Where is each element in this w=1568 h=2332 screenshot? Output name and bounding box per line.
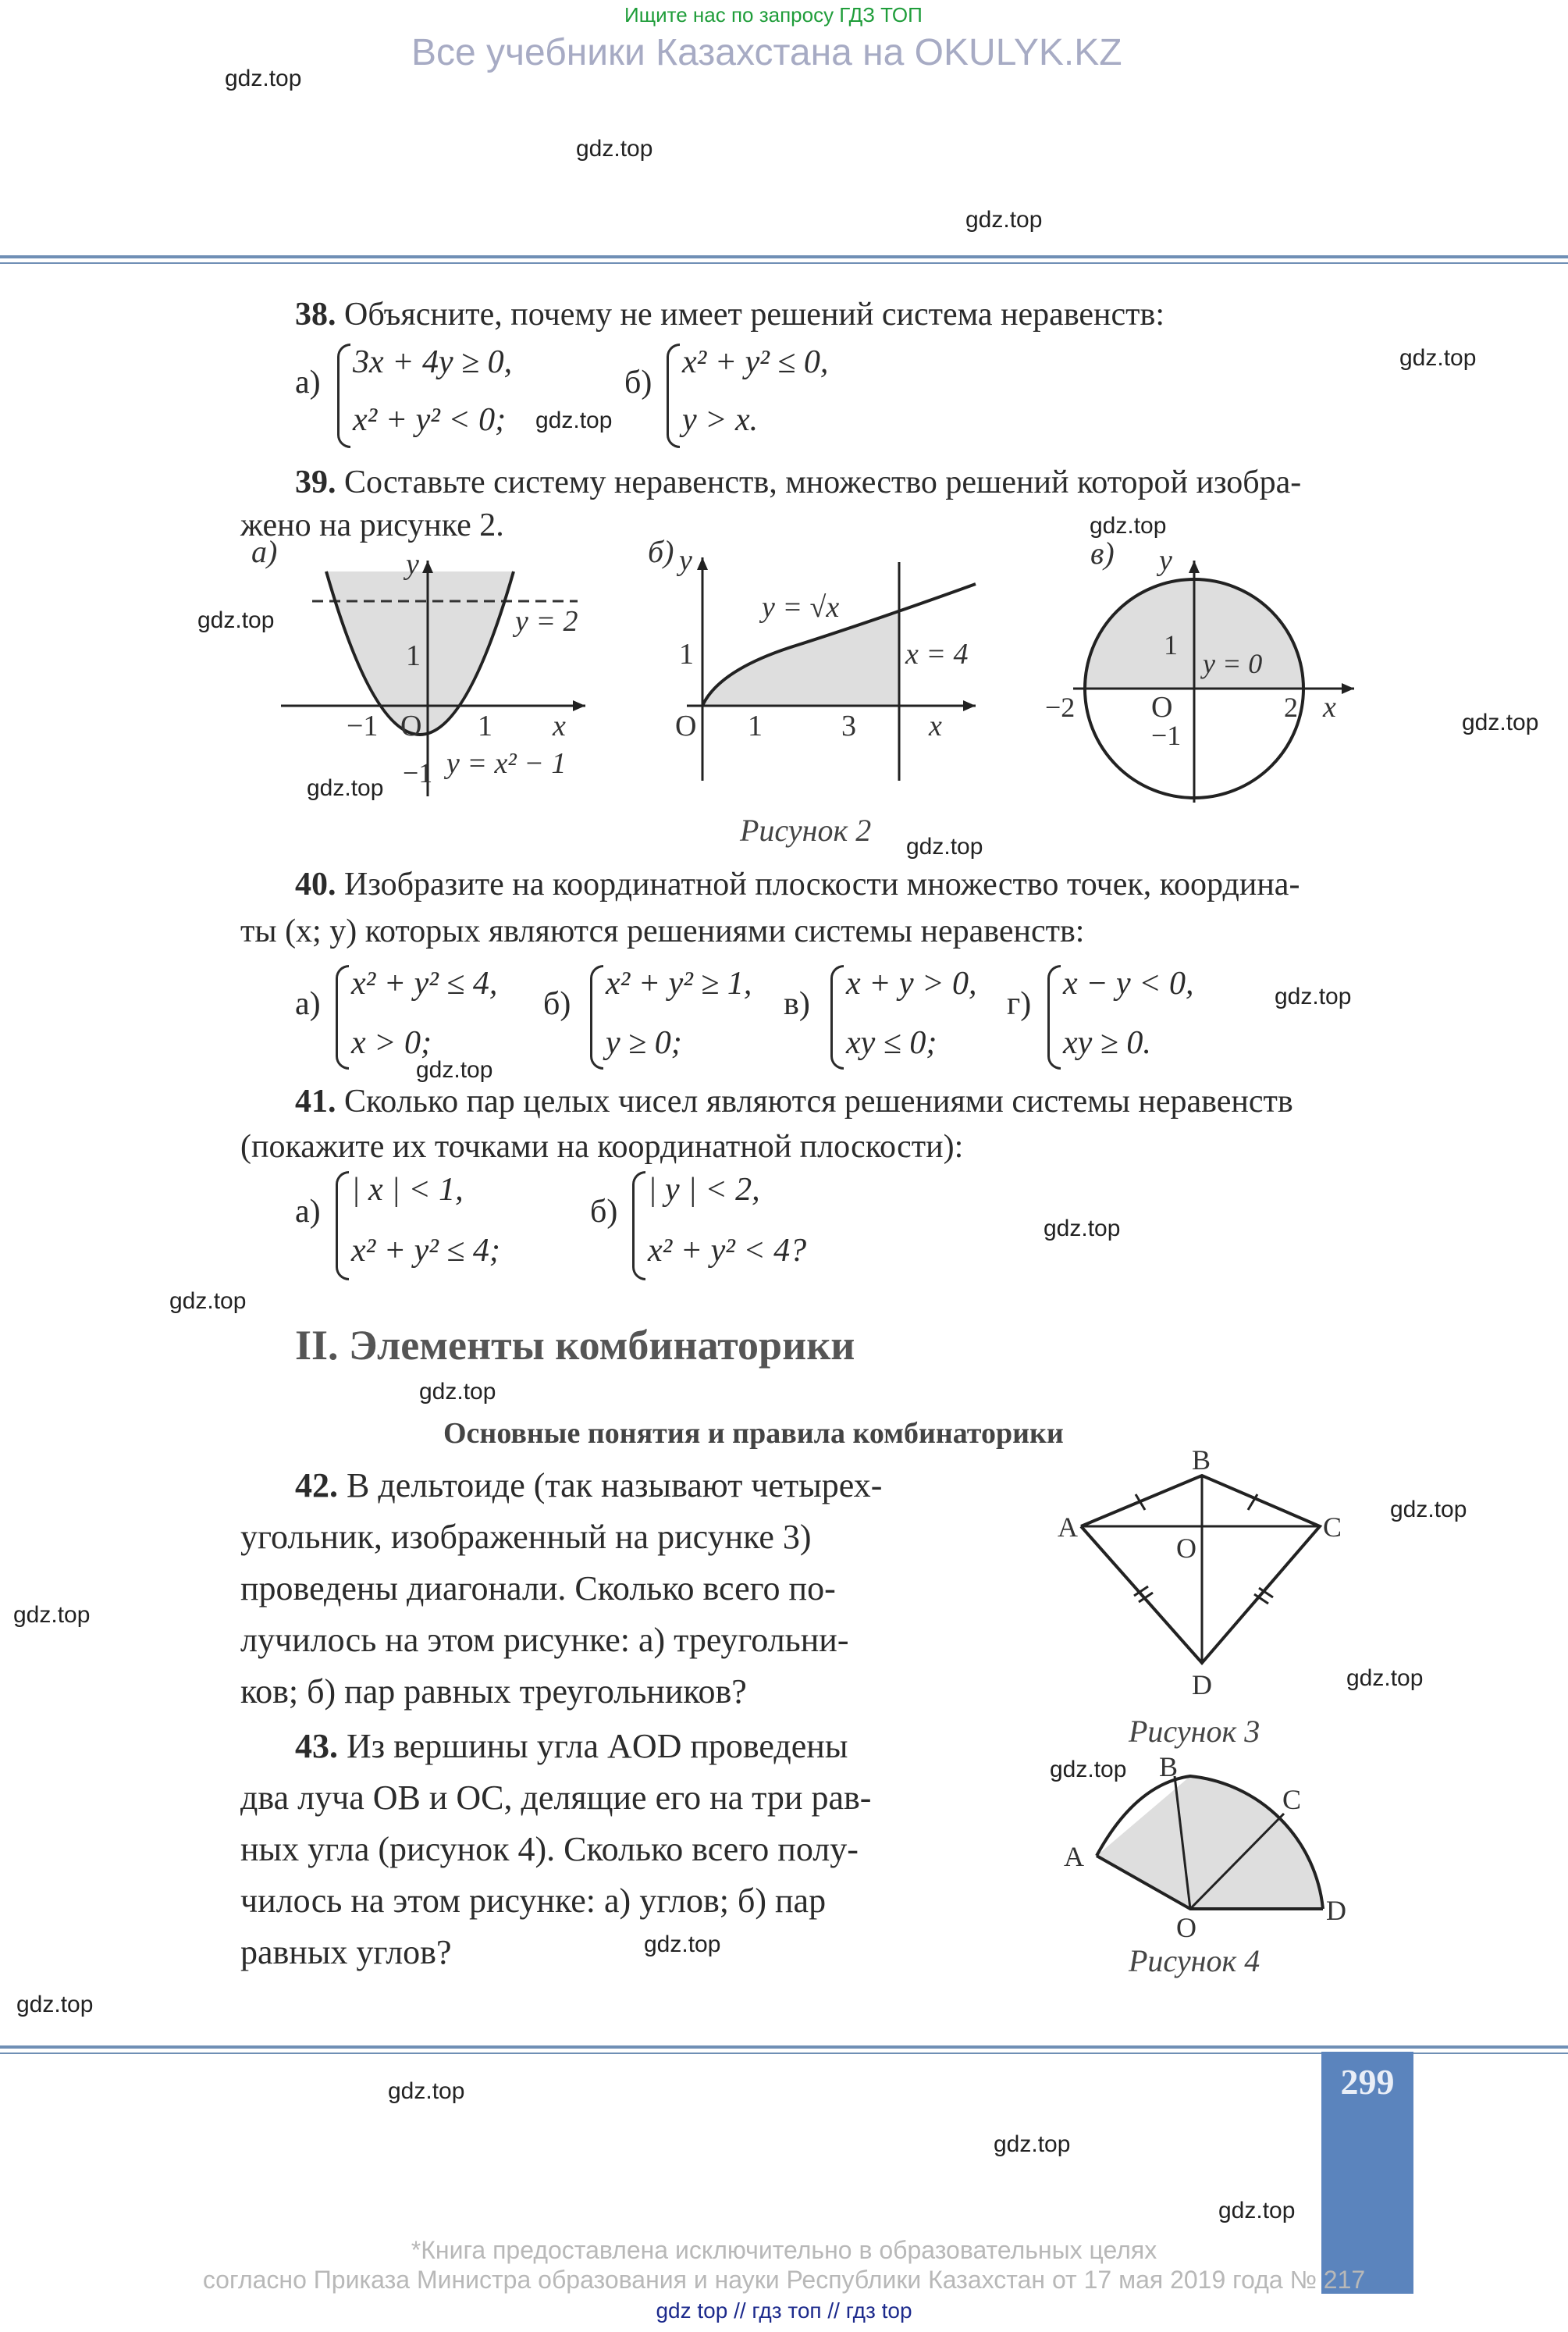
- x-axis-arrow: [1342, 683, 1354, 694]
- figure-label: а): [251, 534, 278, 569]
- y-axis-label: y: [679, 544, 692, 577]
- figure-3-deltoid: [1058, 1444, 1354, 1725]
- tick-label: −1: [1151, 720, 1182, 751]
- origin-label: O: [675, 710, 697, 742]
- option-label: б): [590, 1194, 618, 1230]
- watermark: gdz.top: [197, 607, 275, 633]
- tick-label: −1: [403, 757, 433, 789]
- tick-label: 1: [748, 710, 763, 742]
- watermark: gdz.top: [535, 408, 613, 433]
- problem-41-line1: [295, 1076, 1293, 1127]
- problem-40-line1: [295, 859, 1300, 910]
- option-label: а): [295, 1194, 321, 1230]
- problem-42-line2: угольник, изображенный на рисунке 3): [240, 1518, 812, 1556]
- deltoid-outline: [1081, 1476, 1320, 1663]
- inequality: x + y > 0,: [846, 966, 977, 1002]
- figure-4-caption: Рисунок 4: [1129, 1943, 1260, 1978]
- problem-number: 38.: [295, 297, 336, 333]
- x-axis-label: x: [553, 710, 566, 742]
- option-label: г): [1007, 986, 1032, 1022]
- vertex-label: D: [1192, 1669, 1212, 1700]
- x-axis-arrow: [963, 700, 976, 711]
- figure-2b-sqrt: [648, 534, 991, 804]
- search-hint: Ищите нас по запросу ГДЗ ТОП: [624, 3, 923, 27]
- vertex-label: A: [1064, 1841, 1084, 1872]
- line-label: y = 2: [515, 605, 578, 638]
- vertex-label: O: [1176, 1533, 1196, 1564]
- inequality: x² + y² ≤ 0,: [682, 344, 829, 380]
- tick-label: 2: [1284, 692, 1298, 723]
- watermark: gdz.top: [965, 207, 1043, 233]
- footer-link[interactable]: gdz top: [656, 2298, 728, 2323]
- curve-label: y = √x: [762, 591, 840, 624]
- watermark: gdz.top: [169, 1288, 247, 1314]
- watermark: gdz.top: [906, 834, 983, 860]
- watermark: gdz.top: [1218, 2198, 1296, 2223]
- inequality: x − y < 0,: [1063, 966, 1194, 1002]
- system-brace: [590, 965, 603, 1070]
- problem-text: Сколько пар целых чисел являются решениями системы неравенств: [344, 1084, 1293, 1120]
- problem-number: 41.: [295, 1084, 336, 1120]
- vertex-label: B: [1192, 1444, 1211, 1476]
- section-subtitle: Основные понятия и правила комбинаторики: [443, 1417, 1064, 1450]
- watermark: gdz.top: [1275, 984, 1352, 1009]
- watermark: gdz.top: [416, 1057, 493, 1083]
- problem-number: 42.: [295, 1466, 338, 1504]
- watermark: gdz.top: [1346, 1665, 1424, 1691]
- x-axis-arrow: [573, 700, 585, 711]
- system-brace: [337, 344, 350, 448]
- inequality: y ≥ 0;: [606, 1025, 682, 1061]
- tick-label: 1: [679, 638, 694, 671]
- inequality: x² + y² ≤ 4,: [351, 966, 498, 1002]
- problem-text: В дельтоиде (так называют четырех-: [347, 1466, 883, 1504]
- problem-number: 40.: [295, 867, 336, 903]
- watermark: gdz.top: [388, 2078, 465, 2104]
- watermark: gdz.top: [13, 1602, 91, 1628]
- problem-42-line3: проведены диагонали. Сколько всего по-: [240, 1569, 836, 1607]
- y-axis-label: y: [406, 548, 419, 581]
- problem-43-line5: равных углов?: [240, 1933, 452, 1971]
- option-label: б): [543, 986, 571, 1022]
- problem-42-line4: лучилось на этом рисунке: а) треугольни-: [240, 1621, 849, 1659]
- footer-line1: *Книга предоставлена исключительно в образовательных целях: [411, 2236, 1157, 2264]
- vertex-label: B: [1159, 1751, 1179, 1782]
- problem-text: Объясните, почему не имеет решений система неравенств:: [344, 297, 1165, 333]
- problem-text: Изобразите на координатной плоскости множество точек, координа-: [344, 867, 1300, 903]
- watermark: gdz.top: [1462, 710, 1539, 735]
- footer-link[interactable]: гдз top: [845, 2298, 912, 2323]
- tick-label: 1: [406, 639, 421, 672]
- problem-43-line1: [295, 1721, 848, 1772]
- watermark: gdz.top: [1090, 513, 1167, 539]
- x-axis-label: x: [929, 710, 942, 742]
- vertex-label: C: [1323, 1511, 1342, 1543]
- inequality: x² + y² ≥ 1,: [606, 966, 752, 1002]
- figure-2-caption: Рисунок 2: [740, 813, 872, 848]
- problem-38-statement: [295, 289, 1164, 340]
- footer-line2: согласно Приказа Министра образования и науки Республики Казахстан от 17 мая 2019 года № 217: [202, 2266, 1366, 2294]
- problem-text: Из вершины угла AOD проведены: [347, 1727, 848, 1765]
- inequality: 3x + 4y ≥ 0,: [353, 344, 513, 380]
- origin-label: O: [1151, 691, 1173, 724]
- footer-link[interactable]: гдз топ: [752, 2298, 822, 2323]
- footer-separator: //: [827, 2298, 840, 2323]
- y-axis-arrow: [422, 561, 433, 573]
- watermark: gdz.top: [419, 1379, 496, 1405]
- bottom-rule: [0, 2045, 1568, 2049]
- line-label: x = 4: [905, 638, 969, 671]
- y-axis-label: y: [1159, 544, 1172, 577]
- vertex-label: A: [1058, 1511, 1078, 1543]
- x-axis-label: x: [1323, 691, 1336, 724]
- tick-label: 1: [1164, 629, 1178, 660]
- watermark: gdz.top: [644, 1931, 721, 1957]
- vertex-label: C: [1282, 1784, 1302, 1815]
- problem-41-line2: (покажите их точками на координатной плоскости):: [240, 1129, 964, 1165]
- figure-2a-parabola: [251, 534, 609, 804]
- y-axis-arrow: [1189, 561, 1200, 573]
- tick-label: −2: [1045, 692, 1076, 723]
- site-title[interactable]: Все учебники Казахстана на OKULYK.KZ: [411, 32, 1122, 73]
- problem-number: 39.: [295, 465, 336, 500]
- figure-2c-circle: [1045, 536, 1362, 804]
- inequality: y > x.: [682, 402, 759, 438]
- inequality: x > 0;: [351, 1025, 432, 1061]
- y-axis-arrow: [697, 557, 708, 570]
- inequality: x² + y² ≤ 4;: [351, 1233, 500, 1269]
- figure-3-caption: Рисунок 3: [1129, 1714, 1260, 1749]
- inequality: x² + y² < 4?: [648, 1233, 807, 1269]
- problem-43-line2: два луча OB и OC, делящие его на три рав-: [240, 1778, 872, 1817]
- system-brace: [667, 344, 680, 448]
- vertex-label: O: [1176, 1912, 1196, 1943]
- top-rule-thin: [0, 262, 1568, 264]
- problem-number: 43.: [295, 1727, 338, 1765]
- inequality: | y | < 2,: [648, 1172, 760, 1208]
- top-rule: [0, 255, 1568, 258]
- option-label: а): [295, 986, 321, 1022]
- tick-label: 1: [478, 710, 492, 742]
- tick-label: 3: [841, 710, 856, 742]
- system-brace: [1047, 965, 1061, 1070]
- figure-label: б): [648, 534, 674, 569]
- inequality: xy ≤ 0;: [846, 1025, 937, 1061]
- inequality: | x | < 1,: [351, 1172, 464, 1208]
- footer-links: [0, 2298, 1568, 2323]
- option-label: в): [784, 986, 810, 1022]
- problem-43-line4: чилось на этом рисунке: а) углов; б) пар: [240, 1882, 827, 1920]
- problem-40-line2: ты (x; y) которых являются решениями системы неравенств:: [240, 913, 1085, 949]
- option-label: а): [295, 365, 321, 401]
- system-brace: [830, 965, 844, 1070]
- line-label: y = 0: [1203, 648, 1263, 679]
- problem-42-line1: [295, 1460, 882, 1511]
- curve-label: y = x² − 1: [446, 747, 567, 780]
- watermark: gdz.top: [307, 775, 384, 801]
- watermark: gdz.top: [1399, 345, 1477, 371]
- figure-4-sector: [1058, 1753, 1370, 1948]
- vertex-label: D: [1326, 1895, 1346, 1926]
- problem-43-line3: ных угла (рисунок 4). Сколько всего полу-: [240, 1830, 859, 1868]
- footer-separator: //: [734, 2298, 746, 2323]
- section-title: II. Элементы комбинаторики: [295, 1322, 855, 1369]
- watermark: gdz.top: [16, 1992, 94, 2017]
- figure-label: в): [1090, 536, 1115, 571]
- inequality: xy ≥ 0.: [1063, 1025, 1151, 1061]
- system-brace: [336, 965, 349, 1070]
- problem-42-line5: ков; б) пар равных треугольников?: [240, 1672, 747, 1711]
- tick-label: −1: [347, 710, 379, 742]
- watermark: gdz.top: [1050, 1757, 1127, 1782]
- watermark: gdz.top: [994, 2131, 1071, 2157]
- problem-39-line2: жено на рисунке 2.: [240, 507, 504, 543]
- problem-text: Составьте систему неравенств, множество решений которой изобра-: [344, 465, 1302, 500]
- watermark: gdz.top: [1044, 1216, 1121, 1241]
- origin-label: O: [400, 710, 422, 742]
- system-brace: [336, 1171, 349, 1280]
- system-brace: [632, 1171, 645, 1280]
- option-label: б): [624, 365, 652, 401]
- inequality: x² + y² < 0;: [353, 402, 507, 438]
- watermark: gdz.top: [1390, 1497, 1467, 1522]
- watermark: gdz.top: [576, 136, 653, 162]
- page-number: 299: [1340, 2062, 1395, 2102]
- watermark: gdz.top: [225, 66, 302, 91]
